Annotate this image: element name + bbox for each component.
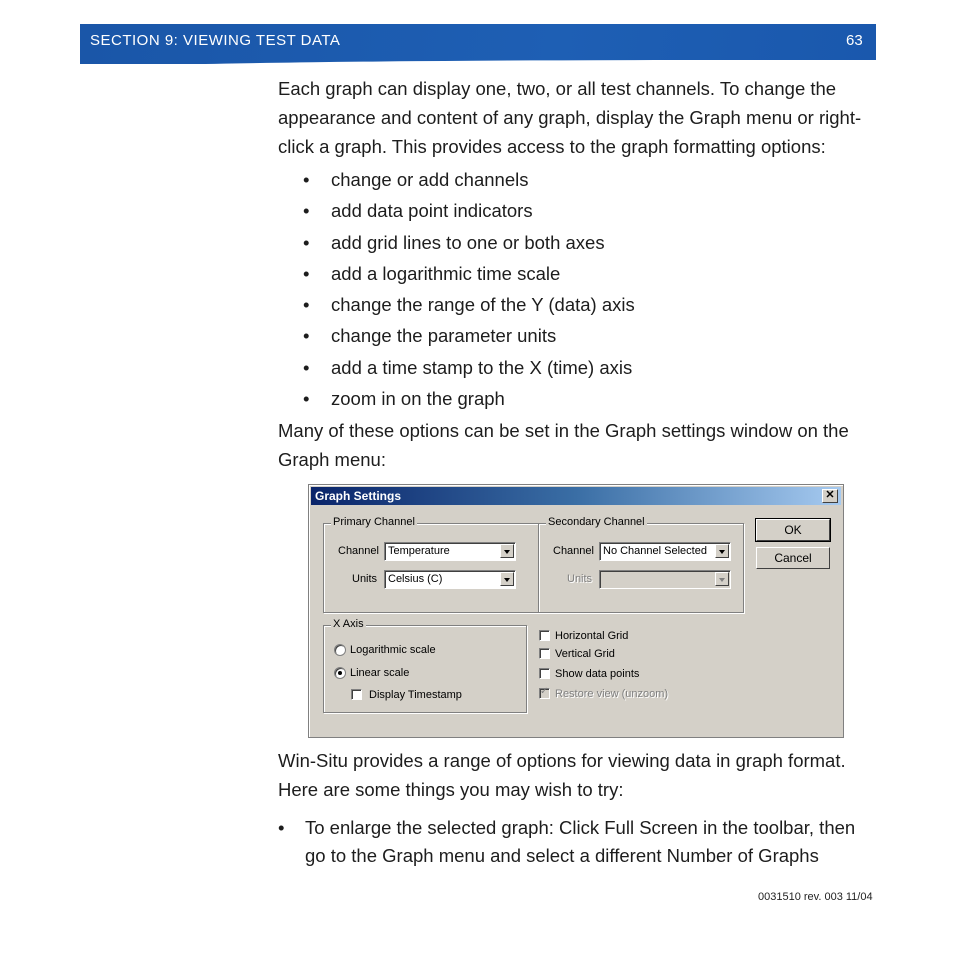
- x-axis-legend: X Axis: [333, 618, 364, 630]
- bullet-icon: •: [303, 388, 310, 410]
- display-timestamp-checkbox[interactable]: [351, 689, 362, 700]
- list-item: • zoom in on the graph: [303, 383, 635, 414]
- list-item: • change or add channels: [303, 164, 635, 195]
- bullet-icon: •: [303, 200, 310, 222]
- chevron-down-icon[interactable]: [500, 544, 514, 558]
- cancel-button[interactable]: Cancel: [756, 547, 830, 569]
- bullet-icon: •: [303, 169, 310, 190]
- chevron-down-icon: [715, 572, 729, 586]
- list-item: • add a time stamp to the X (time) axis: [303, 352, 635, 383]
- linear-scale-radio[interactable]: [334, 667, 346, 679]
- list-item: • add a logarithmic time scale: [303, 258, 635, 289]
- horizontal-grid-label: Horizontal Grid: [555, 630, 629, 642]
- primary-units-select[interactable]: Celsius (C): [384, 570, 516, 589]
- secondary-units-select: [599, 570, 731, 589]
- primary-units-label: Units: [352, 573, 378, 585]
- vertical-grid-label: Vertical Grid: [555, 648, 615, 660]
- secondary-channel-label: Channel: [553, 545, 594, 557]
- secondary-units-label: Units: [567, 573, 593, 585]
- list-item: • add data point indicators: [303, 195, 635, 226]
- secondary-channel-group: [538, 516, 744, 613]
- horizontal-grid-checkbox[interactable]: [539, 630, 550, 641]
- restore-view-checkbox: [539, 688, 550, 699]
- settings-note: Many of these options can be set in the Graph settings window on the Graph menu:: [278, 420, 849, 470]
- close-button[interactable]: ✕: [822, 489, 838, 503]
- intro-paragraph: Each graph can display one, two, or all test channels. To change the appearance and content of any graph, display the Graph menu or right-click a graph. This provides access to the graph formatting options:: [278, 78, 862, 157]
- list-item: • add grid lines to one or both axes: [303, 227, 635, 258]
- show-data-points-checkbox[interactable]: [539, 668, 550, 679]
- dialog-titlebar: [311, 487, 841, 505]
- list-item: • change the range of the Y (data) axis: [303, 289, 635, 320]
- bullet-icon: •: [303, 231, 310, 253]
- list-item: • change the parameter units: [303, 320, 635, 351]
- show-data-points-label: Show data points: [555, 668, 640, 680]
- secondary-channel-legend: Secondary Channel: [548, 516, 645, 528]
- dialog-title: Graph Settings: [315, 489, 402, 503]
- display-timestamp-label: Display Timestamp: [369, 689, 462, 701]
- options-list: [303, 164, 635, 414]
- section-title: SECTION 9: VIEWING TEST DATA: [90, 32, 341, 49]
- chevron-down-icon[interactable]: [500, 572, 514, 586]
- restore-view-label: Restore view (unzoom): [555, 688, 669, 700]
- vertical-grid-checkbox[interactable]: [539, 648, 550, 659]
- secondary-channel-select[interactable]: No Channel Selected: [599, 542, 731, 561]
- ok-button[interactable]: OK: [756, 519, 830, 541]
- bullet-icon: •: [303, 294, 310, 316]
- linear-scale-label: Linear scale: [350, 667, 410, 679]
- primary-channel-select[interactable]: Temperature: [384, 542, 516, 561]
- bullet-icon: •: [303, 325, 310, 347]
- page-number: 63: [846, 32, 863, 49]
- primary-channel-legend: Primary Channel: [333, 516, 415, 528]
- bullet-icon: •: [278, 817, 285, 838]
- bullet-icon: •: [303, 262, 310, 284]
- chevron-down-icon[interactable]: [715, 544, 729, 558]
- primary-channel-label: Channel: [338, 545, 379, 557]
- tip-text: To enlarge the selected graph: Click Full Screen in the toolbar, then go to the Graph menu and select a different Number of Graphs: [305, 817, 856, 866]
- winsitu-note: Win-Situ provides a range of options for viewing data in graph format. Here are some things you may wish to try:: [278, 750, 846, 800]
- graph-settings-dialog: [308, 484, 844, 738]
- bullet-icon: •: [303, 356, 310, 378]
- x-axis-group: [323, 618, 527, 713]
- primary-channel-group: [323, 516, 539, 613]
- logarithmic-scale-radio[interactable]: [334, 644, 346, 656]
- document-footer: 0031510 rev. 003 11/04: [758, 891, 873, 903]
- logarithmic-scale-label: Logarithmic scale: [350, 644, 436, 656]
